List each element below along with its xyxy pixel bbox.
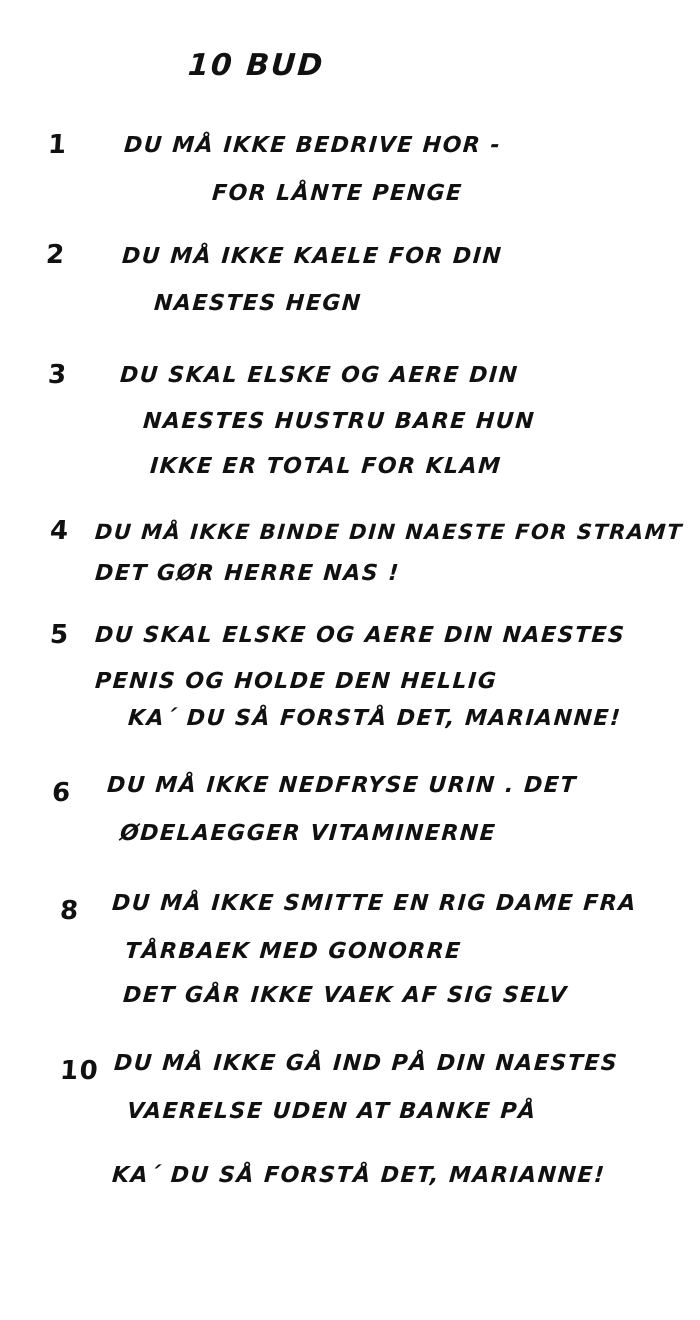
commandment-number-1: 1 — [46, 130, 69, 160]
commandment-number-5: 5 — [48, 620, 71, 650]
commandment-number-3: 3 — [46, 360, 69, 390]
commandment-number-4: 4 — [48, 516, 71, 546]
commandment-10-line-2: VAERELSE UDEN AT BANKE PÅ — [126, 1099, 538, 1124]
commandment-number-8: 8 — [58, 896, 81, 926]
commandment-3-line-3: IKKE ER TOTAL FOR KLAM — [149, 454, 503, 479]
commandment-8-line-3: DET GÅR IKKE VAEK AF SIG SELV — [122, 983, 569, 1008]
commandment-3-line-1: DU SKAL ELSKE OG AERE DIN — [119, 363, 520, 388]
commandment-10-line-1: DU MÅ IKKE GÅ IND PÅ DIN NAESTES — [113, 1051, 620, 1076]
commandment-6-line-1: DU MÅ IKKE NEDFRYSE URIN . DET — [106, 773, 578, 798]
commandment-5-line-3: KA´ DU SÅ FORSTÅ DET, MARIANNE! — [127, 706, 623, 731]
commandment-5-line-2: PENIS OG HOLDE DEN HELLIG — [94, 669, 499, 694]
commandment-8-line-1: DU MÅ IKKE SMITTE EN RIG DAME FRA — [111, 891, 638, 916]
commandment-3-line-2: NAESTES HUSTRU BARE HUN — [142, 409, 536, 434]
commandment-6-line-2: ØDELAEGGER VITAMINERNE — [119, 821, 498, 846]
commandment-2-line-1: DU MÅ IKKE KAELE FOR DIN — [121, 244, 504, 269]
page-title: 10 BUD — [186, 48, 326, 83]
commandment-1-line-2: FOR LÅNTE PENGE — [211, 181, 464, 206]
commandment-1-line-1: DU MÅ IKKE BEDRIVE HOR - — [123, 133, 502, 158]
commandment-number-2: 2 — [44, 240, 67, 270]
commandment-4-line-1: DU MÅ IKKE BINDE DIN NAESTE FOR STRAMT — [94, 520, 684, 544]
commandment-number-10: 10 — [58, 1056, 101, 1086]
commandment-5-line-1: DU SKAL ELSKE OG AERE DIN NAESTES — [94, 623, 627, 648]
commandment-4-line-2: DET GØR HERRE NAS ! — [94, 561, 401, 586]
commandment-number-6: 6 — [50, 778, 73, 808]
commandment-2-line-2: NAESTES HEGN — [153, 291, 363, 316]
commandment-10-line-3: KA´ DU SÅ FORSTÅ DET, MARIANNE! — [111, 1163, 607, 1188]
commandment-8-line-2: TÅRBAEK MED GONORRE — [124, 939, 463, 964]
